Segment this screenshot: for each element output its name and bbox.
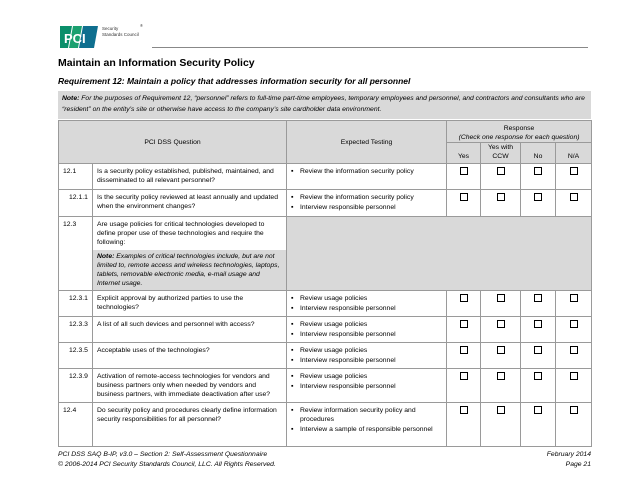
row-expected-testing	[287, 164, 447, 190]
row-number: 12.3	[59, 217, 93, 291]
no-checkbox[interactable]	[534, 320, 542, 328]
footer-page-number: Page 21	[565, 461, 591, 468]
header-yes: Yes	[447, 143, 481, 164]
yes-ccw-checkbox[interactable]	[497, 372, 505, 380]
header-response	[447, 121, 592, 143]
yes-ccw-checkbox[interactable]	[497, 346, 505, 354]
header-expected-testing: Expected Testing	[287, 121, 447, 164]
row-question: Acceptable uses of the technologies?	[93, 343, 287, 369]
table-row	[59, 164, 592, 190]
pci-logo-letters: PCI	[64, 31, 86, 46]
na-checkbox[interactable]	[570, 294, 578, 302]
testing-item: ▪ Interview responsible personnel	[291, 203, 442, 212]
yes-checkbox[interactable]	[460, 193, 468, 201]
row-note-label: Note:	[97, 253, 115, 260]
table-row	[59, 217, 592, 291]
note-text: For the purposes of Requirement 12, “personnel” refers to full-time part-time employees, temporary employees and personnel, and contractors and consultants who are “resident” on the entity’s site or otherwise have access to the company’s site cardholder data environment.	[62, 95, 585, 113]
testing-item: ▪ Interview a sample of responsible personnel	[291, 425, 442, 434]
yes-checkbox[interactable]	[460, 294, 468, 302]
row-shaded-area	[287, 217, 592, 291]
no-checkbox[interactable]	[534, 346, 542, 354]
yes-checkbox[interactable]	[460, 167, 468, 175]
row-question: Do security policy and procedures clearly define information security responsibilities for all personnel?	[93, 403, 287, 447]
yes-ccw-checkbox[interactable]	[497, 294, 505, 302]
no-checkbox[interactable]	[534, 406, 542, 414]
testing-item: ▪ Interview responsible personnel	[291, 304, 442, 313]
row-number: 12.3.9	[59, 369, 93, 403]
yes-ccw-checkbox[interactable]	[497, 406, 505, 414]
header-na: N/A	[556, 143, 592, 164]
requirement-title: Requirement 12: Maintain a policy that addresses information security for all personnel	[58, 76, 411, 86]
table-row	[59, 369, 592, 403]
na-checkbox[interactable]	[570, 406, 578, 414]
row-note-text: Examples of critical technologies include, but are not limited to, remote access and wireless technologies, laptops, tablets, removable electronic media, e-mail usage and Internet usage.	[97, 253, 280, 287]
footer-copyright: © 2006-2014 PCI Security Standards Council, LLC. All Rights Reserved.	[58, 461, 276, 468]
header-question: PCI DSS Question	[59, 121, 287, 164]
logo-line-2: Standards Council	[102, 31, 139, 37]
yes-ccw-checkbox[interactable]	[497, 167, 505, 175]
pci-logo-mark	[58, 24, 100, 50]
testing-item: ▪ Interview responsible personnel	[291, 356, 442, 365]
yes-ccw-checkbox[interactable]	[497, 193, 505, 201]
row-question: Activation of remote-access technologies for vendors and business partners only when needed by vendors and business partners, with immediate deactivation after use?	[93, 369, 287, 403]
row-note	[93, 250, 286, 290]
row-number: 12.1	[59, 164, 93, 190]
yes-checkbox[interactable]	[460, 346, 468, 354]
row-question: Is a security policy established, published, maintained, and disseminated to all relevant personnel?	[93, 164, 287, 190]
testing-item: ▪ Review the information security policy	[291, 167, 442, 176]
row-expected-testing	[287, 317, 447, 343]
table-row	[59, 291, 592, 317]
logo-registered-mark: ®	[140, 23, 143, 28]
row-expected-testing	[287, 343, 447, 369]
row-question-text: Are usage policies for critical technologies developed to define proper use of these technologies and require the following:	[97, 221, 265, 246]
row-question: Is the security policy reviewed at least annually and updated when the environment changes?	[93, 190, 287, 217]
section-title: Maintain an Information Security Policy	[58, 57, 255, 69]
row-number: 12.1.1	[59, 190, 93, 217]
no-checkbox[interactable]	[534, 294, 542, 302]
row-expected-testing	[287, 403, 447, 447]
header-no: No	[521, 143, 556, 164]
testing-item: ▪ Review information security policy and procedures	[291, 406, 442, 424]
note-label: Note:	[62, 95, 80, 102]
testing-item: ▪ Review the information security policy	[291, 193, 442, 202]
no-checkbox[interactable]	[534, 372, 542, 380]
testing-item: ▪ Review usage policies	[291, 372, 442, 381]
pci-logo	[58, 18, 148, 56]
table-header-row	[59, 121, 592, 143]
row-question	[93, 217, 287, 291]
testing-item: ▪ Review usage policies	[291, 346, 442, 355]
no-checkbox[interactable]	[534, 193, 542, 201]
footer-left	[58, 450, 276, 470]
pci-logo-wordmark	[102, 26, 139, 37]
logo-line-1: Security	[102, 26, 119, 31]
na-checkbox[interactable]	[570, 193, 578, 201]
header-rule	[152, 47, 588, 48]
footer-document-title: PCI DSS SAQ B-IP, v3.0 – Section 2: Self-Assessment Questionnaire	[58, 451, 268, 458]
row-expected-testing	[287, 369, 447, 403]
row-question: Explicit approval by authorized parties to use the technologies?	[93, 291, 287, 317]
na-checkbox[interactable]	[570, 320, 578, 328]
table-row	[59, 317, 592, 343]
row-number: 12.3.3	[59, 317, 93, 343]
footer-right	[547, 450, 591, 470]
testing-item: ▪ Review usage policies	[291, 294, 442, 303]
testing-item: ▪ Interview responsible personnel	[291, 382, 442, 391]
row-number: 12.3.1	[59, 291, 93, 317]
yes-checkbox[interactable]	[460, 320, 468, 328]
na-checkbox[interactable]	[570, 346, 578, 354]
na-checkbox[interactable]	[570, 167, 578, 175]
requirements-table	[58, 120, 592, 447]
table-row	[59, 343, 592, 369]
row-number: 12.4	[59, 403, 93, 447]
footer-date: February 2014	[546, 451, 591, 458]
na-checkbox[interactable]	[570, 372, 578, 380]
row-expected-testing	[287, 291, 447, 317]
header-response-subtitle: (Check one response for each question)	[458, 134, 580, 141]
row-question: A list of all such devices and personnel with access?	[93, 317, 287, 343]
requirement-note	[58, 91, 591, 119]
table-row	[59, 403, 592, 447]
yes-checkbox[interactable]	[460, 406, 468, 414]
testing-item: ▪ Interview responsible personnel	[291, 330, 442, 339]
testing-item: ▪ Review usage policies	[291, 320, 442, 329]
header-yes-ccw: Yes with CCW	[481, 143, 521, 164]
row-number: 12.3.5	[59, 343, 93, 369]
yes-ccw-checkbox[interactable]	[497, 320, 505, 328]
table-row	[59, 190, 592, 217]
row-expected-testing	[287, 190, 447, 217]
header-response-title: Response	[503, 125, 535, 132]
no-checkbox[interactable]	[534, 167, 542, 175]
yes-checkbox[interactable]	[460, 372, 468, 380]
